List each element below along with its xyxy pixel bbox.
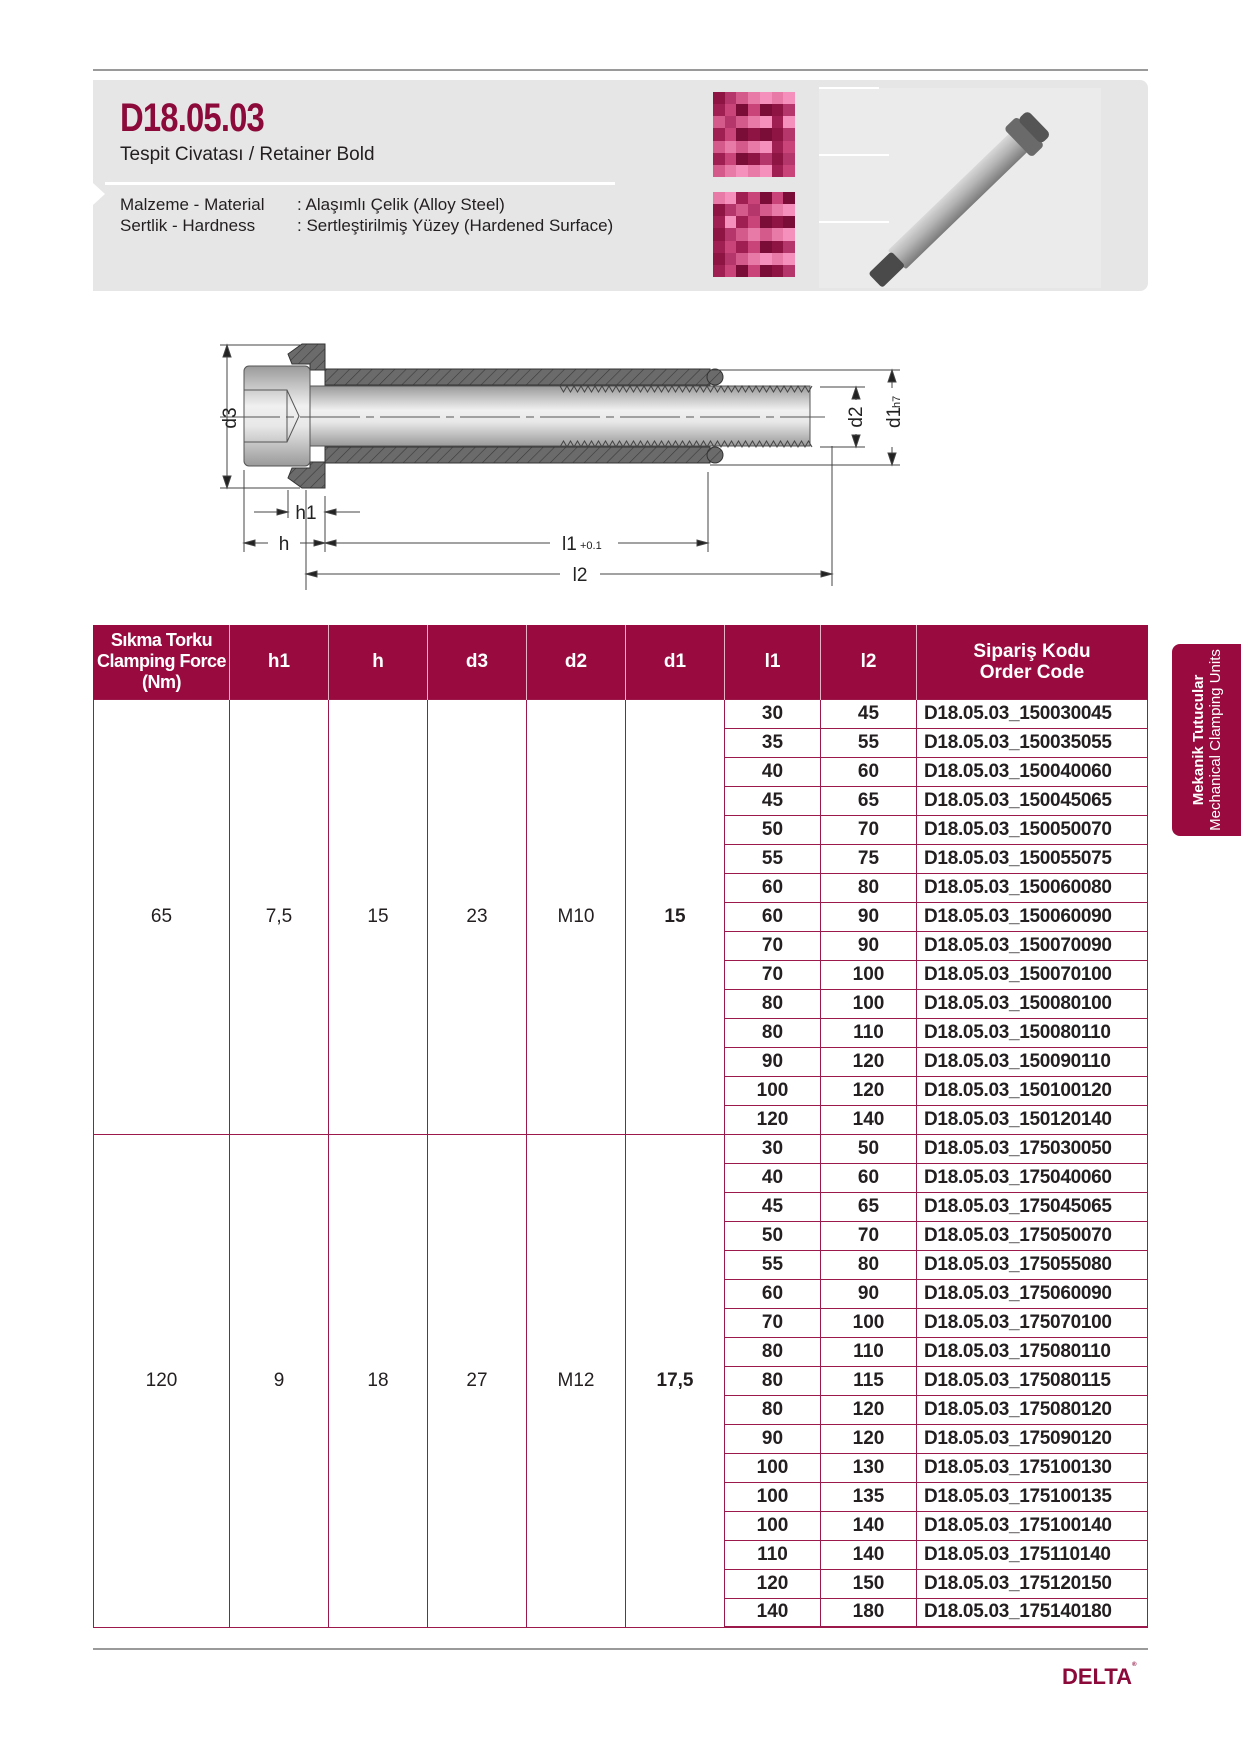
cell-l1: 90 (725, 1424, 821, 1453)
swatch-pixel (772, 104, 784, 116)
cell-d1: 17,5 (626, 1134, 725, 1627)
cell-d3: 27 (428, 1134, 527, 1627)
section-side-tab[interactable] (1172, 644, 1241, 836)
cell-l2: 60 (821, 1163, 917, 1192)
cell-d2: M12 (527, 1134, 626, 1627)
cell-l2: 65 (821, 1192, 917, 1221)
header-l1: l1 (725, 625, 821, 699)
spec-value: : Sertleştirilmiş Yüzey (Hardened Surface) (297, 216, 614, 235)
cell-l1: 55 (725, 1250, 821, 1279)
cell-l1: 45 (725, 1192, 821, 1221)
side-tab-title-en: Mechanical Clamping Units (1206, 649, 1224, 831)
cell-l1: 100 (725, 1076, 821, 1105)
bottom-rule (93, 1648, 1148, 1650)
cell-l1: 40 (725, 1163, 821, 1192)
cell-l2: 70 (821, 815, 917, 844)
header-l2: l2 (821, 625, 917, 699)
header-divider (105, 182, 615, 185)
swatch-pixel (748, 216, 760, 228)
swatch-pixel (713, 228, 725, 240)
swatch-pixel (748, 128, 760, 140)
header-d2: d2 (527, 625, 626, 699)
dim-label-h1: h1 (295, 503, 317, 524)
swatch-pixel (736, 192, 748, 204)
swatch-pixel (725, 228, 737, 240)
cell-order-code[interactable]: D18.05.03_150050070 (917, 815, 1148, 844)
swatch-pixel (748, 104, 760, 116)
swatch-pixel (713, 141, 725, 153)
retainer-bolt-photo (819, 88, 1101, 288)
cell-order-code[interactable]: D18.05.03_175060090 (917, 1279, 1148, 1308)
dim-label-d1-tolerance: h7 (891, 395, 903, 408)
dim-label-d1: d1 (884, 406, 905, 428)
dim-label-l2: l2 (572, 565, 588, 586)
swatch-pixel (748, 192, 760, 204)
table-row (94, 699, 1148, 728)
cell-l1: 60 (725, 1279, 821, 1308)
cell-l2: 120 (821, 1395, 917, 1424)
delta-logo (1062, 1664, 1136, 1690)
swatch-pixel (772, 241, 784, 253)
cell-order-code[interactable]: D18.05.03_175030050 (917, 1134, 1148, 1163)
cell-l2: 45 (821, 699, 917, 728)
swatch-pixel (772, 228, 784, 240)
swatch-pixel (736, 104, 748, 116)
cell-order-code[interactable]: D18.05.03_175055080 (917, 1250, 1148, 1279)
cell-l1: 80 (725, 989, 821, 1018)
swatch-pixel (783, 228, 795, 240)
top-rule (93, 69, 1148, 71)
swatch-pixel (736, 253, 748, 265)
cell-clamping-force: 65 (94, 699, 230, 1134)
swatch-pixel (725, 153, 737, 165)
swatch-pixel (713, 241, 725, 253)
cell-l2: 90 (821, 931, 917, 960)
swatch-pixel (748, 116, 760, 128)
swatch-pixel (748, 141, 760, 153)
swatch-pixel (736, 141, 748, 153)
swatch-pixel (760, 216, 772, 228)
cell-l1: 40 (725, 757, 821, 786)
cell-d3: 23 (428, 699, 527, 1134)
product-name: Tespit Civatası / Retainer Bold (120, 144, 375, 165)
cell-l1: 100 (725, 1511, 821, 1540)
cell-l2: 120 (821, 1047, 917, 1076)
header-d3: d3 (428, 625, 527, 699)
swatch-pixel (783, 104, 795, 116)
swatch-pixel (725, 241, 737, 253)
swatch-pixel (772, 216, 784, 228)
logo-registered-mark: ® (1132, 1662, 1137, 1668)
swatch-pixel (783, 165, 795, 177)
swatch-pixel (725, 253, 737, 265)
table-row (94, 1134, 1148, 1163)
swatch-pixel (760, 104, 772, 116)
swatch-pixel (772, 265, 784, 277)
swatch-pixel (760, 92, 772, 104)
header-h: h (329, 625, 428, 699)
cell-l2: 140 (821, 1105, 917, 1134)
dim-label-d3: d3 (220, 407, 241, 429)
header-clamping-force (94, 625, 230, 699)
cell-l2: 140 (821, 1511, 917, 1540)
cell-order-code[interactable]: D18.05.03_150080110 (917, 1018, 1148, 1047)
swatch-pixel (713, 153, 725, 165)
swatch-pixel (783, 265, 795, 277)
swatch-pixel (760, 153, 772, 165)
cell-l1: 30 (725, 1134, 821, 1163)
dim-label-h: h (278, 534, 290, 555)
cell-h: 18 (329, 1134, 428, 1627)
cell-l2: 65 (821, 786, 917, 815)
swatch-pixel (713, 104, 725, 116)
swatch-pixel (736, 265, 748, 277)
header-order-code (917, 625, 1148, 699)
cell-l1: 80 (725, 1018, 821, 1047)
swatch-pixel (760, 116, 772, 128)
swatch-pixel (725, 92, 737, 104)
swatch-pixel (772, 192, 784, 204)
swatch-pixel (748, 228, 760, 240)
cell-h: 15 (329, 699, 428, 1134)
swatch-pixel (736, 153, 748, 165)
swatch-pixel (748, 241, 760, 253)
spec-material (120, 195, 505, 215)
header-text: Order Code (979, 661, 1085, 683)
swatch-pixel (713, 192, 725, 204)
swatch-pixel (783, 141, 795, 153)
cell-l1: 120 (725, 1569, 821, 1598)
header-text: (Nm) (142, 672, 181, 693)
swatch-pixel (760, 253, 772, 265)
swatch-pixel (725, 128, 737, 140)
cell-l2: 140 (821, 1540, 917, 1569)
cell-l1: 70 (725, 960, 821, 989)
swatch-pixel (748, 265, 760, 277)
swatch-pixel (760, 141, 772, 153)
cell-l1: 80 (725, 1337, 821, 1366)
swatch-pixel (783, 216, 795, 228)
cell-l1: 90 (725, 1047, 821, 1076)
swatch-pixel (772, 128, 784, 140)
cell-l1: 60 (725, 902, 821, 931)
cell-l2: 50 (821, 1134, 917, 1163)
cell-l1: 100 (725, 1453, 821, 1482)
cell-l1: 100 (725, 1482, 821, 1511)
cell-l1: 120 (725, 1105, 821, 1134)
cell-l1: 70 (725, 1308, 821, 1337)
swatch-pixel (772, 141, 784, 153)
cell-l1: 30 (725, 699, 821, 728)
swatch-pixel (713, 116, 725, 128)
cell-h1: 9 (230, 1134, 329, 1627)
cell-l1: 55 (725, 844, 821, 873)
swatch-pixel (772, 92, 784, 104)
swatch-pixel (725, 141, 737, 153)
cell-clamping-force: 120 (94, 1134, 230, 1627)
cell-order-code[interactable]: D18.05.03_175080110 (917, 1337, 1148, 1366)
cell-l2: 110 (821, 1018, 917, 1047)
cell-order-code[interactable]: D18.05.03_175120150 (917, 1569, 1148, 1598)
swatch-pixel (748, 92, 760, 104)
swatch-pixel (760, 165, 772, 177)
swatch-pixel (772, 204, 784, 216)
swatch-pixel (748, 253, 760, 265)
side-tab-title-tr: Mekanik Tutucular (1189, 674, 1207, 806)
cell-l2: 90 (821, 1279, 917, 1308)
cell-order-code[interactable]: D18.05.03_150100120 (917, 1076, 1148, 1105)
pixelated-swatch-icon (713, 192, 795, 277)
header-text: Sipariş Kodu (973, 640, 1091, 662)
swatch-pixel (713, 253, 725, 265)
cell-order-code[interactable]: D18.05.03_150055075 (917, 844, 1148, 873)
swatch-pixel (783, 192, 795, 204)
swatch-pixel (772, 153, 784, 165)
cell-l2: 130 (821, 1453, 917, 1482)
cell-l1: 50 (725, 1221, 821, 1250)
cell-l2: 150 (821, 1569, 917, 1598)
cell-order-code[interactable]: D18.05.03_175080120 (917, 1395, 1148, 1424)
header-text: Sıkma Torku (110, 630, 213, 651)
swatch-pixel (713, 265, 725, 277)
swatch-pixel (748, 165, 760, 177)
swatch-pixel (725, 216, 737, 228)
cell-h1: 7,5 (230, 699, 329, 1134)
pixelated-swatch-icon (713, 92, 795, 177)
swatch-pixel (736, 92, 748, 104)
dim-label-l1: l1 (562, 534, 577, 555)
header-notch (93, 183, 105, 205)
swatch-pixel (725, 204, 737, 216)
swatch-pixel (736, 165, 748, 177)
swatch-pixel (748, 153, 760, 165)
cell-order-code[interactable]: D18.05.03_175100135 (917, 1482, 1148, 1511)
swatch-pixel (736, 241, 748, 253)
swatch-pixel (772, 253, 784, 265)
swatch-pixel (736, 216, 748, 228)
spec-value: : Alaşımlı Çelik (Alloy Steel) (297, 195, 505, 214)
header-d1: d1 (626, 625, 725, 699)
cell-l2: 80 (821, 873, 917, 902)
cell-order-code[interactable]: D18.05.03_150030045 (917, 699, 1148, 728)
dim-label-d2: d2 (846, 406, 867, 428)
cell-l2: 55 (821, 728, 917, 757)
cell-l2: 75 (821, 844, 917, 873)
swatch-pixel (713, 92, 725, 104)
swatch-pixel (783, 241, 795, 253)
cell-l2: 100 (821, 1308, 917, 1337)
swatch-pixel (725, 265, 737, 277)
swatch-pixel (748, 204, 760, 216)
cell-l2: 115 (821, 1366, 917, 1395)
cell-order-code[interactable]: D18.05.03_175070100 (917, 1308, 1148, 1337)
logo-text: DELTA (1062, 1664, 1133, 1689)
cell-l2: 90 (821, 902, 917, 931)
swatch-pixel (713, 216, 725, 228)
cell-l1: 35 (725, 728, 821, 757)
swatch-pixel (736, 116, 748, 128)
swatch-pixel (783, 153, 795, 165)
cell-order-code[interactable]: D18.05.03_150045065 (917, 786, 1148, 815)
table-header-row (94, 625, 1148, 699)
dim-label-l1-tolerance: +0.1 (580, 540, 602, 552)
swatch-pixel (760, 128, 772, 140)
swatch-pixel (736, 204, 748, 216)
swatch-pixel (760, 192, 772, 204)
cell-order-code[interactable]: D18.05.03_150040060 (917, 757, 1148, 786)
cell-l2: 110 (821, 1337, 917, 1366)
cell-l2: 60 (821, 757, 917, 786)
cell-l1: 60 (725, 873, 821, 902)
swatch-pixel (713, 128, 725, 140)
cell-l1: 80 (725, 1395, 821, 1424)
cell-l2: 120 (821, 1424, 917, 1453)
cell-order-code[interactable]: D18.05.03_150070100 (917, 960, 1148, 989)
cell-d2: M10 (527, 699, 626, 1134)
cell-l1: 70 (725, 931, 821, 960)
cell-l2: 120 (821, 1076, 917, 1105)
cell-order-code[interactable]: D18.05.03_150120140 (917, 1105, 1148, 1134)
swatch-pixel (783, 128, 795, 140)
swatch-pixel (736, 128, 748, 140)
cell-l2: 100 (821, 960, 917, 989)
swatch-pixel (713, 165, 725, 177)
cell-order-code[interactable]: D18.05.03_175040060 (917, 1163, 1148, 1192)
swatch-pixel (725, 104, 737, 116)
swatch-pixel (760, 241, 772, 253)
spec-hardness (120, 216, 613, 236)
cell-l1: 110 (725, 1540, 821, 1569)
cell-order-code[interactable]: D18.05.03_175045065 (917, 1192, 1148, 1221)
bolt-photo-icon (819, 88, 1101, 288)
cell-order-code[interactable]: D18.05.03_175050070 (917, 1221, 1148, 1250)
swatch-pixel (783, 204, 795, 216)
swatch-pixel (760, 228, 772, 240)
cell-l2: 135 (821, 1482, 917, 1511)
cell-order-code[interactable]: D18.05.03_150060080 (917, 873, 1148, 902)
swatch-pixel (725, 116, 737, 128)
swatch-pixel (713, 204, 725, 216)
cell-order-code[interactable]: D18.05.03_175080115 (917, 1366, 1148, 1395)
swatch-pixel (772, 116, 784, 128)
cell-order-code[interactable]: D18.05.03_175100130 (917, 1453, 1148, 1482)
swatch-pixel (783, 116, 795, 128)
swatch-pixel (783, 92, 795, 104)
header-text: Clamping Force (96, 651, 227, 672)
cell-order-code[interactable]: D18.05.03_175140180 (917, 1598, 1148, 1627)
header-panel (93, 80, 1148, 291)
cell-l2: 100 (821, 989, 917, 1018)
swatch-pixel (783, 253, 795, 265)
cell-l1: 50 (725, 815, 821, 844)
cell-order-code[interactable]: D18.05.03_150090110 (917, 1047, 1148, 1076)
swatch-pixel (725, 192, 737, 204)
cell-l2: 80 (821, 1250, 917, 1279)
cell-l1: 45 (725, 786, 821, 815)
cell-l1: 80 (725, 1366, 821, 1395)
spec-label: Malzeme - Material (120, 195, 265, 214)
spec-label: Sertlik - Hardness (120, 216, 256, 235)
cell-order-code[interactable]: D18.05.03_150070090 (917, 931, 1148, 960)
header-h1: h1 (230, 625, 329, 699)
cell-order-code[interactable]: D18.05.03_175110140 (917, 1540, 1148, 1569)
cell-order-code[interactable]: D18.05.03_150060090 (917, 902, 1148, 931)
swatch-pixel (736, 228, 748, 240)
swatch-pixel (760, 204, 772, 216)
swatch-pixel (760, 265, 772, 277)
cell-order-code[interactable]: D18.05.03_150080100 (917, 989, 1148, 1018)
technical-drawing (220, 320, 1040, 600)
swatch-pixel (725, 165, 737, 177)
cell-order-code[interactable]: D18.05.03_175100140 (917, 1511, 1148, 1540)
cell-l1: 140 (725, 1598, 821, 1627)
cell-l2: 70 (821, 1221, 917, 1250)
cell-d1: 15 (626, 699, 725, 1134)
order-table (93, 625, 1148, 1628)
cell-order-code[interactable]: D18.05.03_175090120 (917, 1424, 1148, 1453)
cell-order-code[interactable]: D18.05.03_150035055 (917, 728, 1148, 757)
swatch-pixel (772, 165, 784, 177)
cell-l2: 180 (821, 1598, 917, 1627)
product-code: D18.05.03 (120, 96, 264, 140)
